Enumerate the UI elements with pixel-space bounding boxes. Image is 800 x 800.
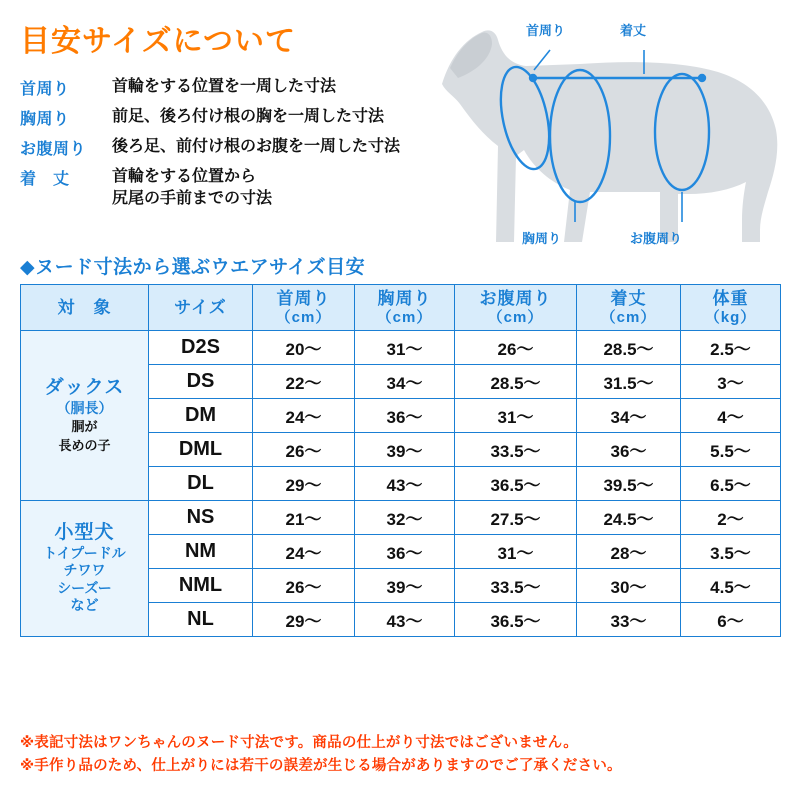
cell-belly: 26〜 [455, 331, 577, 365]
column-header-size [149, 285, 253, 331]
cell-size: NL [149, 603, 253, 637]
column-header-label: 体重 [712, 288, 749, 308]
cell-chest: 32〜 [355, 501, 455, 535]
cell-chest: 36〜 [355, 535, 455, 569]
cell-size: DL [149, 467, 253, 501]
footnote-1: ※表記寸法はワンちゃんのヌード寸法です。商品の仕上がり寸法ではございません。 [20, 735, 578, 751]
cell-weight: 6〜 [681, 603, 781, 637]
cell-neck: 20〜 [253, 331, 355, 365]
column-header-label: 着丈 [610, 288, 647, 308]
cell-weight: 3〜 [681, 365, 781, 399]
cell-neck: 24〜 [253, 399, 355, 433]
diagram-label-chest: 胸周り [522, 231, 562, 246]
table-row [21, 331, 781, 365]
table-header [21, 285, 781, 331]
cell-neck: 26〜 [253, 433, 355, 467]
group-title: 小型犬 [54, 522, 115, 544]
definition-description-line2: 尻尾の手前までの寸法 [112, 189, 273, 207]
cell-weight: 3.5〜 [681, 535, 781, 569]
diagram-label-back-length: 着丈 [620, 23, 647, 38]
cell-back-length: 31.5〜 [577, 365, 681, 399]
definition-description [112, 166, 272, 209]
cell-weight: 4.5〜 [681, 569, 781, 603]
cell-back-length: 28〜 [577, 535, 681, 569]
column-header-unit: （kg） [704, 308, 757, 326]
cell-size: D2S [149, 331, 253, 365]
footnote-2: ※手作り品のため、仕上がりには若干の誤差が生じる場合がありますのでご了承ください。 [20, 758, 622, 775]
cell-neck: 26〜 [253, 569, 355, 603]
cell-neck: 21〜 [253, 501, 355, 535]
cell-size: NM [149, 535, 253, 569]
table-body [21, 331, 781, 637]
definition-term: 着 丈 [20, 171, 70, 188]
group-subtitle-line4: など [70, 597, 99, 614]
size-table [20, 284, 781, 637]
diagram-label-belly: お腹周り [630, 231, 683, 246]
cell-weight: 2〜 [681, 501, 781, 535]
column-header-label: 対 象 [57, 297, 112, 317]
table-header-row [21, 285, 781, 331]
column-header-chest [355, 285, 455, 331]
cell-belly: 31〜 [455, 535, 577, 569]
page-title: 目安サイズについて [20, 25, 296, 58]
column-header-neck [253, 285, 355, 331]
footnotes [20, 732, 790, 778]
definition-row [20, 166, 480, 209]
definition-row [20, 76, 480, 99]
cell-back-length: 39.5〜 [577, 467, 681, 501]
definition-term: 胸周り [20, 111, 70, 128]
cell-neck: 24〜 [253, 535, 355, 569]
definition-term: 首周り [20, 81, 70, 98]
group-subtitle: （胴長） [56, 399, 113, 416]
cell-size: DS [149, 365, 253, 399]
cell-weight: 2.5〜 [681, 331, 781, 365]
section-heading: ◆ヌード寸法から選ぶウエアサイズ目安 [20, 257, 366, 278]
dog-measurement-diagram [430, 6, 800, 256]
cell-chest: 39〜 [355, 569, 455, 603]
column-header-unit: （cm） [600, 308, 657, 326]
cell-back-length: 24.5〜 [577, 501, 681, 535]
definition-row [20, 136, 480, 159]
diagram-label-neck: 首周り [526, 23, 566, 38]
group-subtitle-line1: トイプードル [43, 544, 126, 561]
cell-belly: 27.5〜 [455, 501, 577, 535]
column-header-label: お腹周り [479, 288, 552, 308]
definition-description: 後ろ足、前付け根のお腹を一周した寸法 [112, 138, 401, 155]
cell-chest: 43〜 [355, 603, 455, 637]
column-header-back-length [577, 285, 681, 331]
cell-size: DML [149, 433, 253, 467]
dog-illustration [430, 6, 800, 256]
group-note-line2: 長めの子 [58, 437, 111, 453]
column-header-label: 胸周り [377, 288, 432, 308]
group-subtitle-line2: チワワ [63, 562, 106, 579]
definition-description: 前足、後ろ付け根の胸を一周した寸法 [112, 108, 385, 125]
cell-belly: 31〜 [455, 399, 577, 433]
cell-back-length: 36〜 [577, 433, 681, 467]
column-header-unit: （cm） [275, 308, 332, 326]
table-row [21, 501, 781, 535]
cell-size: NML [149, 569, 253, 603]
cell-weight: 5.5〜 [681, 433, 781, 467]
cell-chest: 34〜 [355, 365, 455, 399]
cell-weight: 4〜 [681, 399, 781, 433]
column-header-label: 首周り [276, 288, 331, 308]
cell-back-length: 28.5〜 [577, 331, 681, 365]
column-header-unit: （cm） [376, 308, 433, 326]
definition-list [20, 76, 480, 216]
definition-description: 首輪をする位置を一周した寸法 [112, 78, 337, 95]
cell-belly: 36.5〜 [455, 603, 577, 637]
cell-neck: 29〜 [253, 467, 355, 501]
cell-neck: 29〜 [253, 603, 355, 637]
group-note-line1: 胴が [71, 419, 98, 435]
group-title: ダックス [44, 377, 125, 399]
cell-chest: 36〜 [355, 399, 455, 433]
group-subtitle-line3: シーズー [57, 579, 112, 596]
group-cell-small-dog [21, 501, 149, 637]
cell-belly: 36.5〜 [455, 467, 577, 501]
definition-description-line1: 首輪をする位置から [112, 168, 257, 185]
column-header-target [21, 285, 149, 331]
column-header-weight [681, 285, 781, 331]
cell-size: NS [149, 501, 253, 535]
definition-term: お腹周り [20, 141, 87, 158]
definition-row [20, 106, 480, 129]
column-header-label: サイズ [174, 297, 227, 317]
column-header-unit: （cm） [487, 308, 544, 326]
cell-back-length: 30〜 [577, 569, 681, 603]
column-header-belly [455, 285, 577, 331]
cell-chest: 31〜 [355, 331, 455, 365]
cell-belly: 28.5〜 [455, 365, 577, 399]
cell-back-length: 33〜 [577, 603, 681, 637]
cell-chest: 43〜 [355, 467, 455, 501]
cell-neck: 22〜 [253, 365, 355, 399]
cell-belly: 33.5〜 [455, 569, 577, 603]
cell-weight: 6.5〜 [681, 467, 781, 501]
cell-belly: 33.5〜 [455, 433, 577, 467]
cell-chest: 39〜 [355, 433, 455, 467]
group-cell-dachshund [21, 331, 149, 501]
cell-size: DM [149, 399, 253, 433]
cell-back-length: 34〜 [577, 399, 681, 433]
